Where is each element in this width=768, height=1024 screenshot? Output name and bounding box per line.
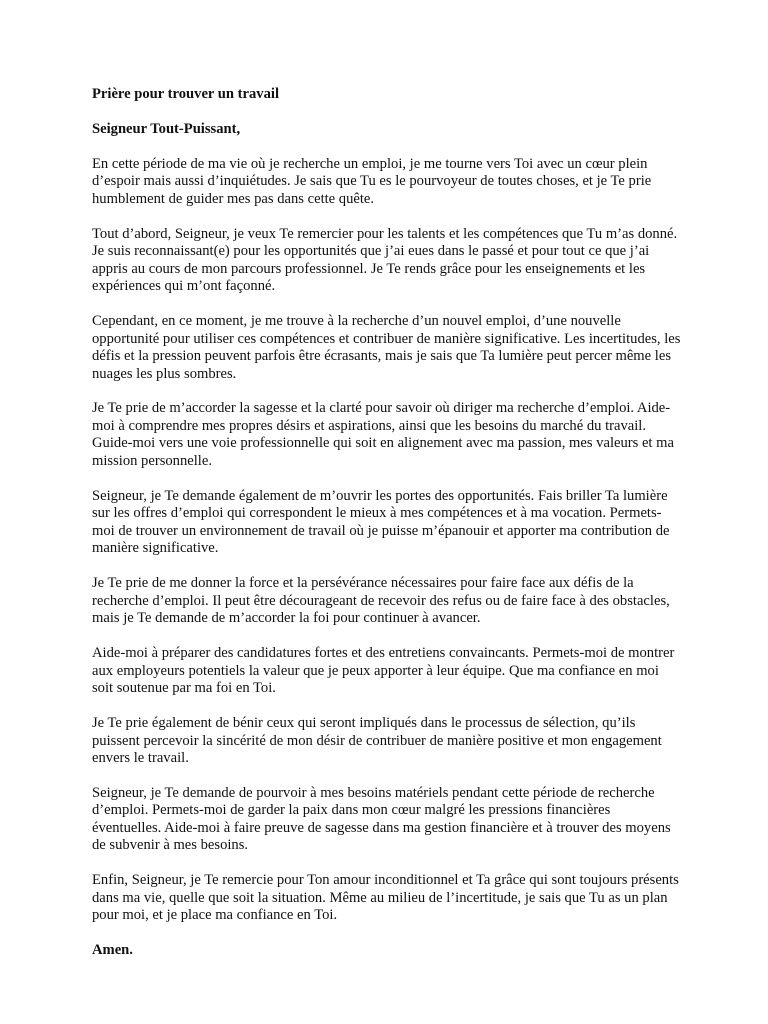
paragraph: Tout d’abord, Seigneur, je veux Te remercier pour les talents et les compétences que Tu m’as donné. Je suis reconnaissant(e) pour les opportunités que j’ai eues dans le passé et pour tout ce que j’ai appris au cours de mon parcours professionnel. Je Te rends grâce pour les enseignements et les expériences qui m’ont façonné. — [92, 225, 678, 295]
paragraph: Seigneur, je Te demande de pourvoir à mes besoins matériels pendant cette période de recherche d’emploi. Permets-moi de garder la paix dans mon cœur malgré les pressions financières éventuelles. Aide-moi à faire preuve de sagesse dans ma gestion financière et à trouver des moyens de subvenir à mes besoins. — [92, 784, 671, 854]
paragraph: Je Te prie également de bénir ceux qui seront impliqués dans le processus de sélection, qu’ils puissent percevoir la sincérité de mon désir de contribuer de manière positive et mon engagement envers le travail. — [92, 715, 662, 767]
document-body — [92, 86, 682, 977]
salutation: Seigneur Tout-Puissant, — [92, 120, 241, 137]
paragraph: Je Te prie de m’accorder la sagesse et la clarté pour savoir où diriger ma recherche d’emploi. Aide-moi à comprendre mes propres désirs et aspirations, ainsi que les besoins du marché du travail. Guide-moi vers une voie professionnelle qui soit en alignement avec ma passion, mes valeurs et ma mission personnelle. — [92, 400, 674, 469]
paragraph: Enfin, Seigneur, je Te remercie pour Ton amour inconditionnel et Ta grâce qui sont toujours présents dans ma vie, quelle que soit la situation. Même au milieu de l’incertitude, je sais que Tu as un plan pour moi, et je place ma confiance en Toi. — [92, 872, 679, 924]
paragraph: Je Te prie de me donner la force et la persévérance nécessaires pour faire face aux défis de la recherche d’emploi. Il peut être décourageant de recevoir des refus ou de faire face à des obstacles, mais je Te demande de m’accorder la foi pour continuer à avancer. — [92, 575, 670, 627]
paragraph: Cependant, en ce moment, je me trouve à la recherche d’un nouvel emploi, d’une nouvelle opportunité pour utiliser ces compétences et contribuer de manière significative. Les incertitudes, les défis et la pression peuvent parfois être écrasants, mais je sais que Ta lumière peut percer même les nuages les plus sombres. — [92, 313, 681, 382]
paragraph: En cette période de ma vie où je recherche un emploi, je me tourne vers Toi avec un cœur plein d’espoir mais aussi d’inquiétudes. Je sais que Tu es le pourvoyeur de toutes choses, et je Te prie humblement de guider mes pas dans cette quête. — [92, 155, 652, 207]
document-title: Prière pour trouver un travail — [92, 86, 279, 102]
paragraph: Seigneur, je Te demande également de m’ouvrir les portes des opportunités. Fais briller Ta lumière sur les offres d’emploi qui correspondent le mieux à mes compétences et à ma vocation. Permets-moi de trouver un environnement de travail où je puisse m’épanouir et apporter ma contribution de manière significative. — [92, 487, 670, 557]
paragraph: Aide-moi à préparer des candidatures fortes et des entretiens convaincants. Permets-moi de montrer aux employeurs potentiels la valeur que je peux apporter à leur équipe. Que ma confiance en moi soit soutenue par ma foi en Toi. — [92, 645, 675, 697]
closing: Amen. — [92, 942, 133, 959]
